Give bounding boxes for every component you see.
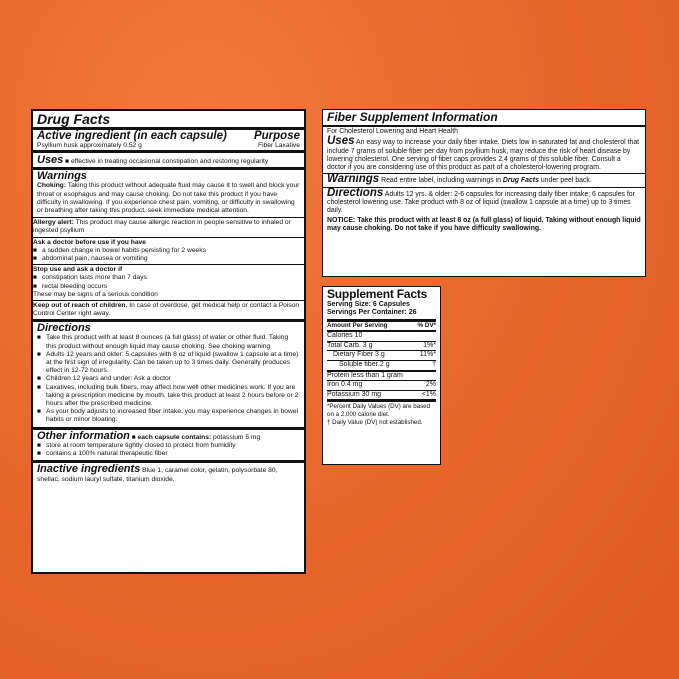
fiber-uses-heading: Uses — [327, 135, 355, 148]
table-row — [327, 390, 436, 400]
nutrient-dv: 2% — [425, 381, 436, 389]
fiber-warnings-heading: Warnings — [327, 173, 380, 186]
list-item: ■ As your body adjusts to increased fiber intake, you may experience changes in bowel habits or minor bloating. — [37, 408, 300, 424]
uses-text: effective in treating occasional constipation and restoring regularity — [70, 158, 269, 166]
drug-facts-title: Drug Facts — [37, 111, 111, 127]
purpose-heading: Purpose — [253, 130, 300, 142]
stop-use-note: These may be signs of a serious condition — [33, 290, 158, 298]
fiber-warnings-text-a: Read entire label, including warnings in — [379, 177, 503, 185]
allergy-text: This product may cause allergic reaction in people sensitive to inhaled or ingested psyllium — [33, 219, 291, 235]
list-item: ■ abdominal pain, nausea or vomiting — [33, 255, 304, 263]
list-item: ■ a sudden change in bowel habits persisting for 2 weeks — [33, 247, 304, 255]
footnote-dv: *Percent Daily Values (DV) are based on a 2,000 calorie diet. — [327, 403, 431, 418]
square-bullet-icon: ■ — [65, 158, 70, 166]
choking-label: Choking: — [37, 182, 66, 190]
other-info-heading: Other information — [37, 429, 130, 442]
fiber-directions-text: Adults 12 yrs. & older: 2-6 capsules for increasing daily fiber intake; 6 capsules for cholesterol lowering use. Take product with 8 oz of liquid (swallow 1 capsule at a time) up to 3 times daily. — [327, 190, 635, 215]
keep-out-label: Keep out of reach of children. — [33, 302, 128, 310]
nutrient-label: Dietary Fiber 3 g — [333, 351, 385, 359]
other-info-first-text: potassium 5 mg — [211, 433, 261, 441]
inactive-ingredients-heading: Inactive ingredients — [37, 463, 141, 476]
nutrient-dv: † — [432, 361, 436, 368]
nutrient-label: Potassium 30 mg — [327, 390, 382, 398]
table-row — [327, 360, 436, 370]
nutrient-label: Total Carb. 3 g — [327, 341, 373, 349]
list-item: ■ contains a 100% natural therapeutic fiber — [37, 450, 300, 458]
other-info-first-label: each capsule contains: — [137, 433, 212, 441]
nutrient-label: Soluble fiber 2 g — [339, 361, 390, 368]
fiber-warnings-ref: Drug Facts — [502, 177, 539, 185]
nutrient-label: Protein less than 1 gram — [327, 371, 403, 379]
list-item: ■ constipation lasts more than 7 days — [33, 274, 304, 282]
active-ingredient-purpose: Fiber Laxative — [257, 142, 300, 149]
table-row — [327, 341, 436, 351]
active-ingredient-heading: Active ingredient (in each capsule) — [37, 130, 227, 142]
active-ingredient-item: Psyllium husk approximately 0.52 g — [37, 142, 142, 149]
list-item: ■ rectal bleeding occurs — [33, 283, 304, 291]
stop-use-heading: Stop use and ask a doctor if — [33, 266, 123, 274]
inactive-ingredients-text: Blue 1, caramel color, gelatin, polysorbate 80, shellac, sodium lauryl sulfate, titanium dioxide. — [37, 467, 278, 483]
fiber-directions-heading: Directions — [327, 186, 384, 199]
supplement-facts-title: Supplement Facts — [327, 287, 428, 301]
supplement-facts-panel — [322, 286, 441, 465]
ask-doctor-heading: Ask a doctor before use if you have — [33, 238, 146, 246]
dv-heading: % DV* — [417, 321, 436, 329]
amount-per-serving-heading: Amount Per Serving — [327, 321, 388, 329]
table-row — [327, 350, 436, 360]
nutrient-label: Iron 0.4 mg — [327, 381, 363, 389]
nutrient-dv: <1% — [421, 390, 436, 398]
footnote-dagger: † Daily Value (DV) not established. — [327, 418, 423, 426]
fiber-uses-text: An easy way to increase your daily fiber intake. Diets low in saturated fat and cholesterol that include 7 grams of soluble fiber per day from psyllium husk, may reduce the risk of heart disease by lowering cholesterol. One serving of fiber caps provides 2.4 grams of this soluble fiber. Consult a doctor if you are considering use of this product as part of a cholesterol-lowering program. — [327, 139, 640, 172]
fiber-info-subtitle: For Cholesterol Lowering and Heart Health — [327, 128, 458, 135]
servings-per-container: Servings Per Container: 26 — [327, 309, 417, 317]
nutrient-label: Calories 10 — [327, 332, 363, 340]
keep-out-text: In case of overdose, get medical help or contact a Poison Control Center right away. — [33, 302, 300, 318]
fiber-info-title: Fiber Supplement Information — [327, 110, 498, 124]
list-item: ■ Children 12 years and under: Ask a doctor — [37, 375, 300, 383]
list-item: ■ store at room temperature tightly closed to protect from humidity — [37, 442, 300, 450]
list-item: ■ Take this product with at least 8 ounces (a full glass) of water or other fluid. Taking this product without enough liquid may cause choking. See choking warning — [37, 334, 300, 350]
uses-heading: Uses — [37, 154, 64, 167]
directions-heading: Directions — [37, 322, 91, 335]
table-row — [327, 380, 436, 390]
fiber-info-panel — [322, 109, 646, 277]
warnings-heading: Warnings — [37, 170, 87, 183]
list-item: ■ Adults 12 years and older: 5 capsules with 8 oz of liquid (swallow 1 capsule at a time) at the first sign of irregularity. Can be taken up to 3 times daily. Generally produces effect in 12-72 hours. — [37, 351, 300, 376]
square-bullet-icon: ■ — [131, 433, 136, 441]
fiber-notice-text: NOTICE: Take this product with at least 8 oz (a full glass) of liquid. Taking without enough liquid may cause choking. Do not take if you have difficulty swallowing. — [327, 216, 641, 232]
choking-text: Taking this product without adequate fluid may cause it to swell and block your throat or esophagus and may cause choking. Do not take this product if you have difficulty in swallowing. If you experience chest pain, vomiting, or difficulty in swallowing or breathing after taking this product, seek immediate medical attention. — [37, 182, 300, 215]
drug-facts-panel — [31, 109, 306, 574]
serving-size: Serving Size: 6 Capsules — [327, 301, 410, 308]
nutrient-dv: 1%* — [423, 341, 436, 349]
fiber-warnings-text-b: under peel back. — [538, 177, 592, 185]
allergy-label: Allergy alert: — [33, 219, 74, 227]
list-item: ■ Laxatives, including bulk fibers, may affect how well other medicines work. If you are taking a prescription medicine by mouth, take this product at least 2 hours before or 2 hours after the prescribed medicine. — [37, 384, 300, 409]
table-row — [327, 332, 436, 341]
table-row — [327, 370, 436, 381]
nutrient-dv: 11%* — [419, 351, 436, 359]
